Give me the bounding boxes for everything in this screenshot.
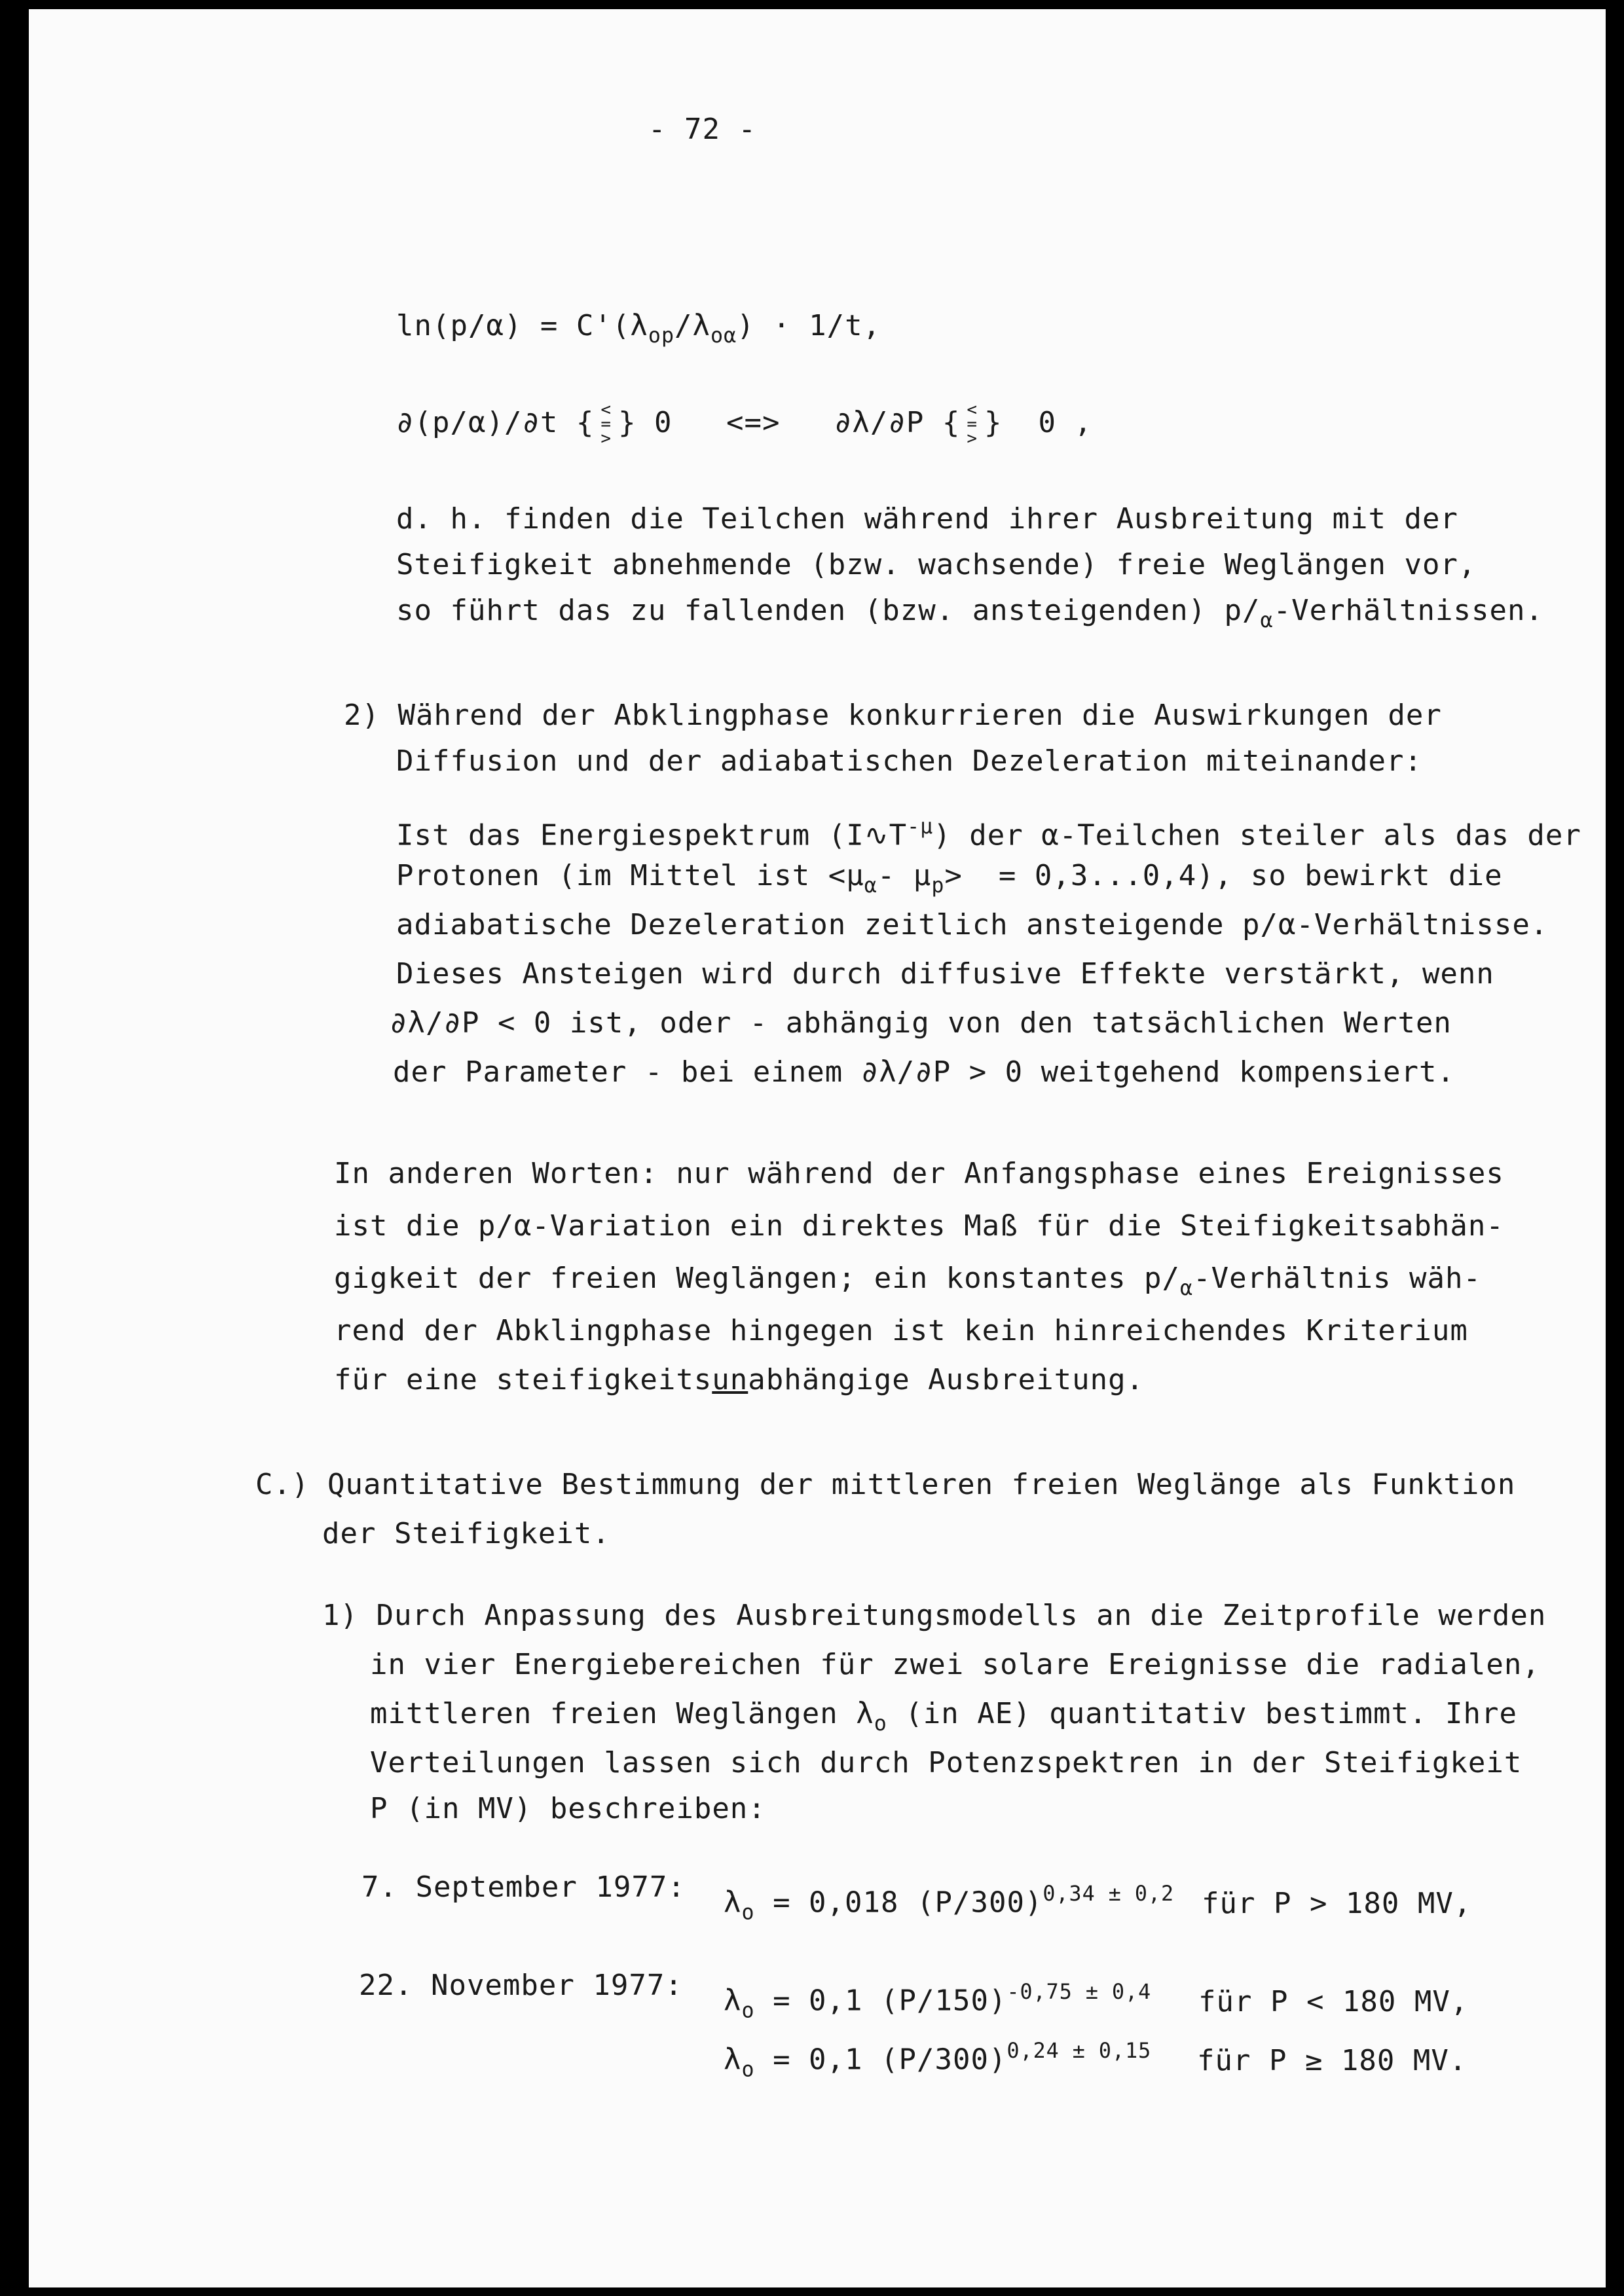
- item1-line5: P (in MV) beschreiben:: [370, 1792, 766, 1825]
- item1-line3: mittleren freien Weglängen $\lambda_o$ (in AE) quantitativ bestimmt. Ihre: [370, 1697, 1517, 1736]
- equation-log-ratio: $\ln(p/\alpha) = C'(\lambda_{op}/\lambda_{o\alpha}) \cdot 1/t$,: [396, 309, 881, 348]
- item2-line4: Protonen (im Mittel ist $<\mu_\alpha-$ $\mu_p> = 0,3...0,4$), so bewirkt die: [396, 859, 1503, 898]
- result-equation: $\lambda_o = 0,1$ $(P/300)^{0,24 \pm 0,15}$: [724, 2039, 1152, 2082]
- para1-line3: so führt das zu fallenden (bzw. ansteigenden) $p/_\alpha$-Verhältnissen.: [396, 594, 1543, 633]
- para2-line1: In anderen Worten: nur während der Anfangsphase eines Ereignisses: [334, 1157, 1504, 1190]
- para2-line4: rend der Abklingphase hingegen ist kein hinreichendes Kriterium: [334, 1314, 1468, 1347]
- result-condition: für P < 180 MV,: [1198, 1985, 1469, 2018]
- para2-line2: ist die p/α-Variation ein direktes Maß für die Steifigkeitsabhän-: [334, 1209, 1504, 1243]
- page-number: - 72 -: [648, 113, 756, 146]
- equation-derivative-relation: ∂(p/α)/∂t { < = > } 0 <=> ∂λ/∂P { < = > } 0 ,: [396, 400, 1092, 448]
- item2-line6: Dieses Ansteigen wird durch diffusive Effekte verstärkt, wenn: [396, 957, 1494, 991]
- item1-line1: 1) Durch Anpassung des Ausbreitungsmodells an die Zeitprofile werden: [322, 1599, 1547, 1632]
- result-label: 22. November 1977:: [359, 1969, 683, 2002]
- item2-line2: Diffusion und der adiabatischen Dezeleration miteinander:: [396, 744, 1422, 778]
- item2-line1: 2) Während der Abklingphase konkurrieren die Auswirkungen der: [344, 699, 1442, 732]
- item1-line2: in vier Energiebereichen für zwei solare Ereignisse die radialen,: [370, 1648, 1540, 1681]
- para2-line5: für eine steifigkeitsunabhängige Ausbreitung.: [334, 1363, 1145, 1396]
- sectionC-heading-line2: der Steifigkeit.: [322, 1517, 610, 1550]
- result-condition: für P ≥ 180 MV.: [1197, 2044, 1467, 2077]
- item2-line7: ∂λ/∂P < 0 ist, oder - abhängig von den tatsächlichen Werten: [390, 1006, 1452, 1040]
- result-condition: für P > 180 MV,: [1202, 1887, 1472, 1920]
- result-equation: $\lambda_o = 0,1$ $(P/150)^{-0,75 \pm 0,4}$: [724, 1980, 1152, 2023]
- item2-line8: der Parameter - bei einem ∂λ/∂P > 0 weitgehend kompensiert.: [393, 1055, 1455, 1089]
- para1-line1: d. h. finden die Teilchen während ihrer Ausbreitung mit der: [396, 502, 1458, 536]
- sectionC-heading-line1: C.) Quantitative Bestimmung der mittleren freien Weglänge als Funktion: [255, 1468, 1516, 1501]
- para1-line2: Steifigkeit abnehmende (bzw. wachsende) freie Weglängen vor,: [396, 548, 1477, 581]
- result-equation: $\lambda_o = 0,018$ $(P/300)^{0,34 \pm 0,2}$: [724, 1882, 1175, 1925]
- result-label: 7. September 1977:: [361, 1870, 686, 1904]
- item1-line4: Verteilungen lassen sich durch Potenzspektren in der Steifigkeit: [370, 1746, 1522, 1779]
- para2-line3: gigkeit der freien Weglängen; ein konstantes $p/_\alpha$-Verhältnis wäh-: [334, 1262, 1481, 1301]
- item2-line3: Ist das Energiespektrum $(I∿T^{-\mu})$ der α-Teilchen steiler als das der: [396, 815, 1581, 852]
- item2-line5: adiabatische Dezeleration zeitlich ansteigende p/α-Verhältnisse.: [396, 908, 1549, 941]
